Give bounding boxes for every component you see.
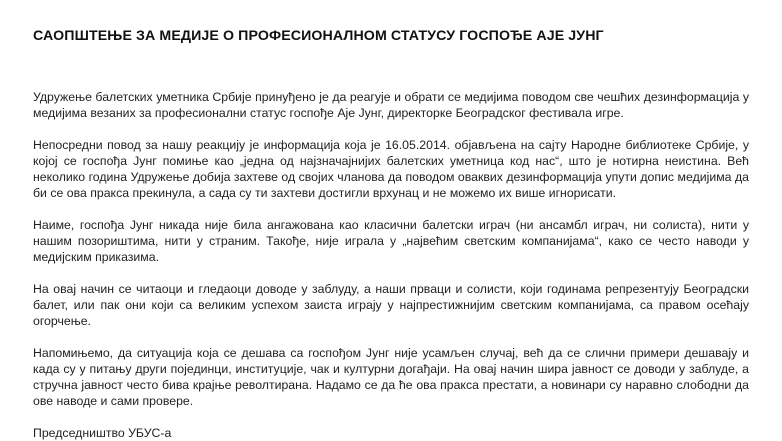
paragraph-intro: Удружење балетских уметника Србије принуђено је да реагује и обрати се медијима поводом све чешћих дезинформација у медијима везаних за професионални статус госпође Аје Јунг, директорке Београдског фестивала игре. xyxy=(33,90,749,120)
paragraph-conclusion: Напомињемо, да ситуација која се дешава са госпођом Јунг није усамљен случај, већ да се слични примери дешавају и када су у питању други појединци, институције, чак и културни догађаји. На овај начин шира јавност се доводи у заблуде, а стручна јавност често бива крајње револтирана. Надамо се да ће ова пракса престати, а новинари су наравно слободни да ове наводе и сами провере. xyxy=(33,346,749,408)
paragraph-consequence: На овај начин се читаоци и гледаоци доводе у заблуду, а наши прваци и солисти, који годинама репрезентују Београдски балет, или пак они који са великим успехом заиста играју у најпрестижнијим светским компанијама, са правом осећају огорчење. xyxy=(33,282,749,328)
signature: Председништво УБУС-а xyxy=(33,426,172,440)
paragraph-reason: Непосредни повод за нашу реакцију је информација која је 16.05.2014. објављена на сајту Народне библиотеке Србије, у којој се госпођа Јунг помиње као „једна од најзначајнијих балетских уметница код нас“, што је нотирна неистина. Већ неколико година Удружење добија захтеве од својих чланова да поводом оваквих дезинформација упути допис медијима да би се ова пракса прекинула, а сада су ти захтеви достигли врхунац и не можемо их више игнорисати. xyxy=(33,138,749,200)
article-body xyxy=(33,89,749,441)
page-title: САОПШТЕЊЕ ЗА МЕДИЈЕ О ПРОФЕСИОНАЛНОМ СТАТУСУ ГОСПОЂЕ АЈЕ ЈУНГ xyxy=(33,28,604,44)
paragraph-facts: Наиме, госпођа Јунг никада није била ангажована као класични балетски играч (ни ансамбл играч, ни солиста), нити у нашим позориштима, нити у страним. Такође, није играла у „највећим светским компанијама“, како се често наводи у медијским приказима. xyxy=(33,218,749,264)
